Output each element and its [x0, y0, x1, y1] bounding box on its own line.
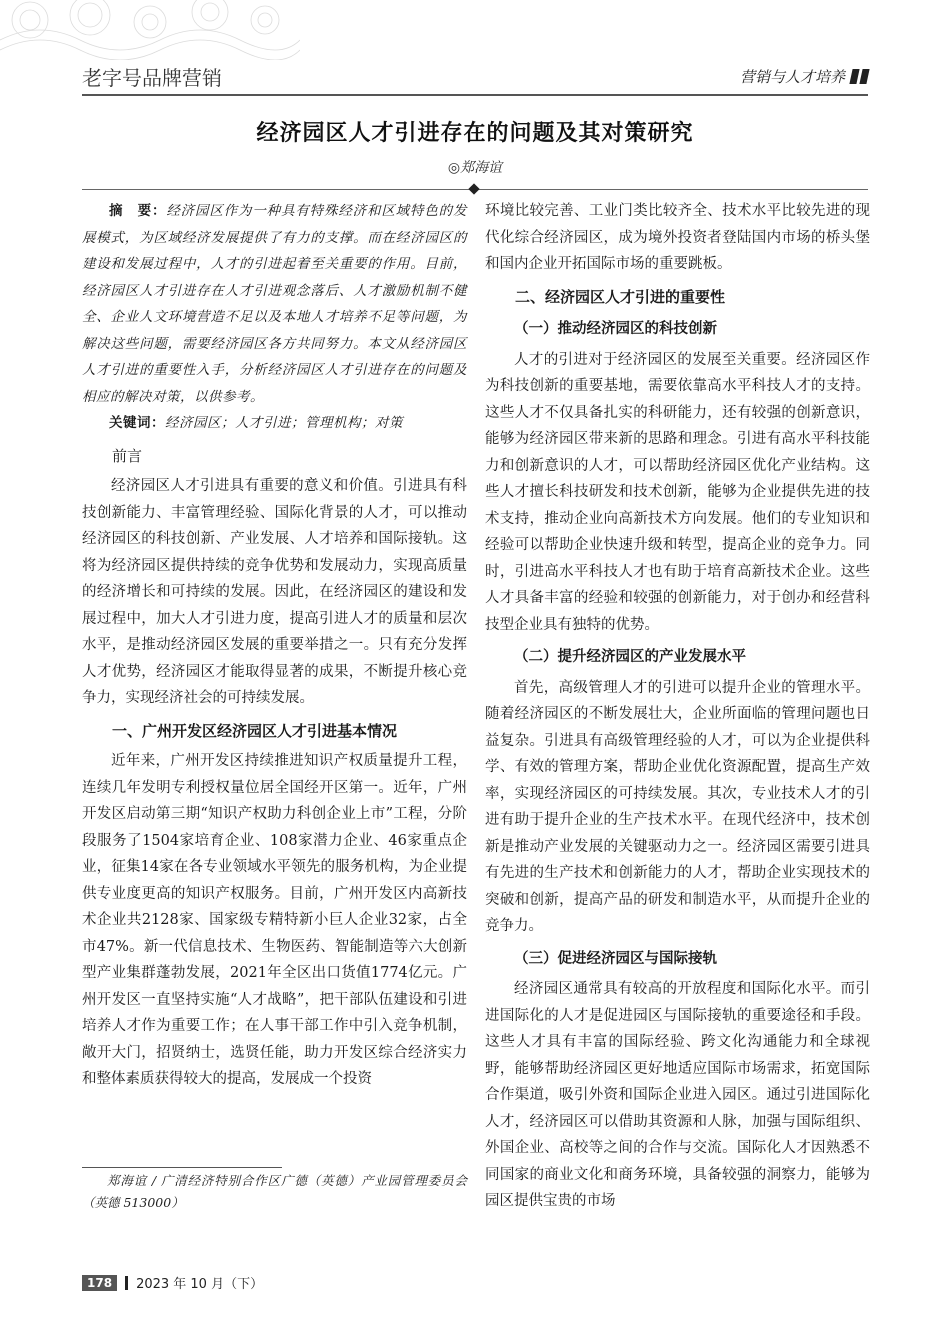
section-label: 营销与人才培养 [739, 68, 845, 86]
section2-heading: 二、经济园区人才引进的重要性 [515, 287, 726, 306]
continued-paragraph: 环境比较完善、工业门类比较齐全、技术水平比较先进的现代化综合经济园区，成为境外投资者登陆国内市场的桥头堡和国内企业开拓国际市场的重要跳板。 [485, 203, 870, 272]
page-number: 178 [82, 1275, 117, 1291]
preface-paragraph: 经济园区人才引进具有重要的意义和价值。引进具有科技创新能力、丰富管理经验、国际化背景的人才，可以推动经济园区的科技创新、产业发展、人才培养和国际接轨。这将为经济园区提供持续的竞争优势和发展动力，实现高质量的经济增长和可持续的发展。因此，在经济园区的建设和发展过程中，加大人才引进力度，提高引进人才的质量和层次水平，是推动经济园区发展的重要举措之一。只有充分发挥人才优势，经济园区才能取得显著的成果，不断提升核心竞争力，实现经济社会的可持续发展。 [82, 478, 467, 706]
keywords-label: 关键词： [109, 415, 165, 431]
article-author: ◎郑海谊 [447, 160, 503, 176]
sub3-heading: （三）促进经济园区与国际接轨 [514, 950, 717, 967]
author-footnote: 郑海谊 / 广清经济特别合作区广德（英德）产业园管理委员会（英德 513000） [82, 1173, 467, 1210]
divider-diamond-icon [468, 183, 479, 194]
footer-separator [125, 1276, 128, 1290]
abstract-text: 经济园区作为一种具有特殊经济和区域特色的发展模式，为区域经济发展提供了有力的支撑。而在经济园区的建设和发展过程中，人才的引进起着至关重要的作用。目前，经济园区人才引进存在人才引进观念落后、人才激励机制不健全、企业人文环境营造不足以及本地人才培养不足等问题，为解决这些问题，需要经济园区各方共同努力。本文从经济园区人才引进的重要性入手，分析经济园区人才引进存在的问题及相应的解决对策，以供参考。 [82, 203, 468, 405]
left-column [82, 198, 467, 1093]
article-title: 经济园区人才引进存在的问题及其对策研究 [256, 121, 694, 146]
section1-paragraph: 近年来，广州开发区持续推进知识产权质量提升工程，连续几年发明专利授权量位居全国经开区第一。近年，广州开发区启动第三期“知识产权助力科创企业上市”工程，分阶段服务了1504家培育企业、108家潜力企业、46家重点企业，征集14家在各专业领域水平领先的服务机构，为企业提供专业度更高的知识产权服务。目前，广州开发区内高新技术企业共2128家、国家级专精特新小巨人企业32家，占全市47%。新一代信息技术、生物医药、智能制造等六大创新型产业集群蓬勃发展，2021年全区出口货值1774亿元。广州开发区一直坚持实施“人才战略”，把干部队伍建设和引进培养人才作为重要工作；在人事干部工作中引入竞争机制，敞开大门，招贤纳士，选贤任能，助力开发区综合经济实力和整体素质获得较大的提高，发展成一个投资 [82, 753, 467, 1087]
right-column [485, 198, 870, 1215]
abstract-label: 摘 要： [109, 203, 167, 219]
issue-date: 2023 年 10 月（下） [136, 1277, 264, 1292]
decorative-pattern-icon [0, 0, 300, 60]
footnote-rule [82, 1167, 282, 1168]
header-rule [82, 94, 868, 96]
abstract [82, 198, 467, 410]
preface-heading: 前言 [112, 446, 143, 465]
journal-name: 老字号品牌营销 [82, 66, 222, 90]
sub1-heading: （一）推动经济园区的科技创新 [514, 321, 717, 337]
keywords-text: 经济园区；人才引进；管理机构；对策 [165, 415, 403, 431]
header-bars-icon [851, 69, 868, 84]
keywords [82, 410, 467, 437]
section-name [740, 66, 868, 87]
sub2-paragraph: 首先，高级管理人才的引进可以提升企业的管理水平。随着经济园区的不断发展壮大，企业所面临的管理问题也日益复杂。引进具有高级管理经验的人才，可以为企业提供科学、有效的管理方案，帮助企业优化资源配置，提高生产效率，实现经济园区的可持续发展。其次，专业技术人才的引进有助于提升企业的生产技术水平。在现代经济中，技术创新是推动产业发展的关键驱动力之一。经济园区需要引进具有先进的生产技术和创新能力的人才，帮助企业实现技术的突破和创新，提高产品的研发和制造水平，从而提升企业的竞争力。 [485, 679, 870, 934]
section1-heading: 一、广州开发区经济园区人才引进基本情况 [112, 721, 398, 740]
page-footer [82, 1273, 263, 1292]
sub1-paragraph: 人才的引进对于经济园区的发展至关重要。经济园区作为科技创新的重要基地，需要依靠高水平科技人才的支持。这些人才不仅具备扎实的科研能力，还有较强的创新意识，能够为经济园区带来新的思路和理念。引进有高水平科技能力和创新意识的人才，可以帮助经济园区优化产业结构。这些人才擅长科技研发和技术创新，能够为企业提供先进的技术支持，推动企业向高新技术方向发展。他们的专业知识和经验可以帮助企业快速升级和转型，提高企业的竞争力。同时，引进高水平科技人才也有助于培育高新技术企业。这些人才具备丰富的经验和较强的创新能力，对于创办和经营科技型企业具有独特的优势。 [485, 351, 870, 633]
sub3-paragraph: 经济园区通常具有较高的开放程度和国际化水平。而引进国际化的人才是促进园区与国际接轨的重要途径和手段。这些人才具有丰富的国际经验、跨文化沟通能力和全球视野，能够帮助经济园区更好地适应国际市场需求，拓宽国际合作渠道，吸引外资和国际企业进入园区。通过引进国际化人才，经济园区可以借助其资源和人脉，加强与国际组织、外国企业、高校等之间的合作与交流。国际化人才因熟悉不同国家的商业文化和商务环境，具备较强的洞察力，能够为园区提供宝贵的市场 [485, 981, 870, 1209]
sub2-heading: （二）提升经济园区的产业发展水平 [514, 649, 746, 665]
